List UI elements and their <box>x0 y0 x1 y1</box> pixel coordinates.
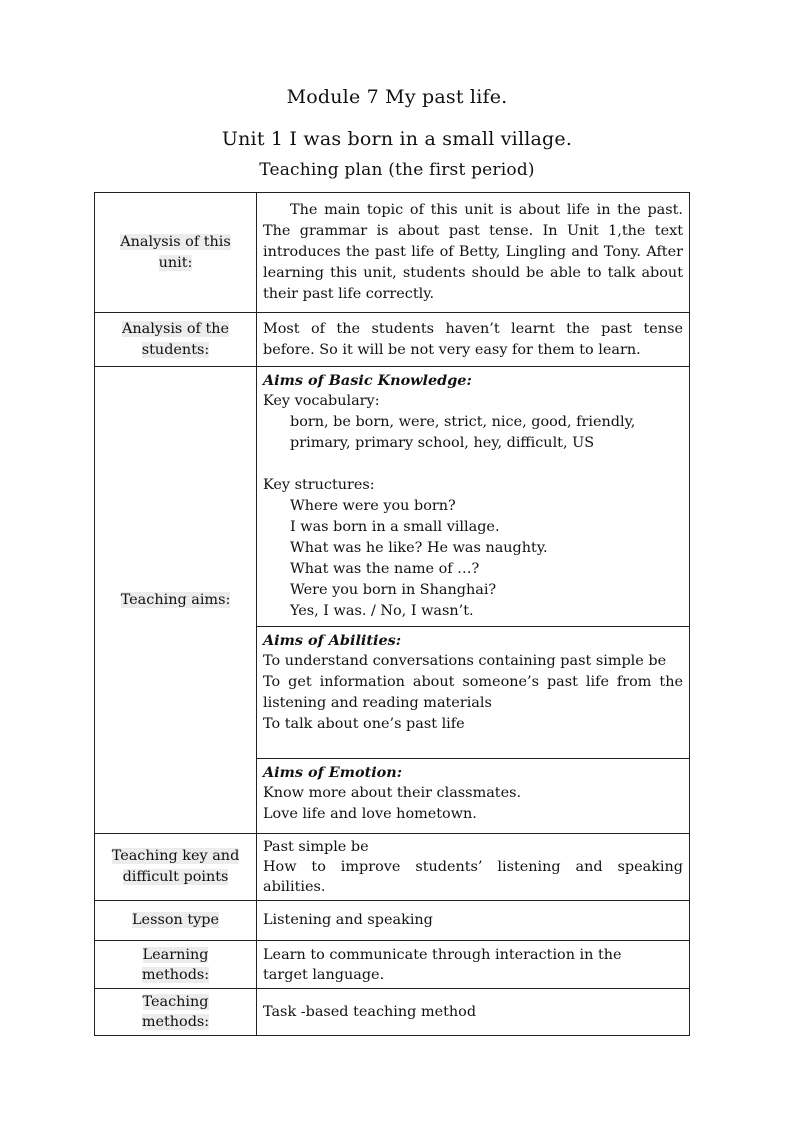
row-analysis-unit <box>95 193 690 313</box>
emotion-item: Love life and love hometown. <box>263 806 477 822</box>
ability-item: To talk about one’s past life <box>263 716 465 732</box>
label-teaching-aims: Teaching aims: <box>95 367 257 834</box>
row-lesson-type <box>95 901 690 941</box>
structure-line: What was he like? He was naughty. <box>290 540 548 556</box>
analysis-students-text: Most of the students haven’t learnt the past tense before. So it will be not very easy for them to learn. <box>257 313 690 367</box>
key-points-text: Past simple be How to improve students’ listening and speaking abilities. <box>257 834 690 901</box>
vocab-label: Key vocabulary: <box>263 393 380 409</box>
aims-abilities <box>257 627 690 759</box>
structures-label: Key structures: <box>263 477 375 493</box>
row-analysis-students <box>95 313 690 367</box>
teaching-methods-text: Task -based teaching method <box>257 989 690 1036</box>
lesson-type-text: Listening and speaking <box>257 901 690 941</box>
structure-line: What was the name of …? <box>290 561 480 577</box>
unit-title: Unit 1 I was born in a small village. <box>221 128 573 150</box>
aims-knowledge <box>257 367 690 627</box>
ability-item: To get information about someone’s past life from the listening and reading materials <box>263 674 683 711</box>
ability-item: To understand conversations containing past simple be <box>263 653 667 669</box>
plan-title: Teaching plan (the first period) <box>259 160 535 180</box>
structure-line: Yes, I was. / No, I wasn’t. <box>290 603 474 619</box>
analysis-unit-text: The main topic of this unit is about life in the past. The grammar is about past tense. In Unit 1,the text introduces the past life of Betty, Lingling and Tony. After learning this unit, students should be able to talk about their past life correctly. <box>257 193 690 313</box>
row-teaching-methods <box>95 989 690 1036</box>
structure-line: I was born in a small village. <box>290 519 500 535</box>
abilities-heading: Aims of Abilities: <box>263 632 402 649</box>
aims-emotion <box>257 759 690 834</box>
structure-line: Where were you born? <box>290 498 456 514</box>
row-learning-methods <box>95 941 690 989</box>
structure-line: Were you born in Shanghai? <box>290 582 497 598</box>
label-lesson-type: Lesson type <box>95 901 257 941</box>
emotion-item: Know more about their classmates. <box>263 785 522 801</box>
row-knowledge <box>95 367 690 627</box>
emotion-heading: Aims of Emotion: <box>263 764 403 781</box>
label-teaching-methods: Teaching methods: <box>95 989 257 1036</box>
vocab-line-2: primary, primary school, hey, difficult, US <box>290 435 595 451</box>
vocab-line-1: born, be born, were, strict, nice, good, friendly, <box>290 414 636 430</box>
label-analysis-students: Analysis of the students: <box>95 313 257 367</box>
knowledge-heading: Aims of Basic Knowledge: <box>263 372 472 389</box>
learning-methods-text: Learn to communicate through interaction in the target language. <box>257 941 690 989</box>
label-learning-methods: Learning methods: <box>95 941 257 989</box>
label-analysis-unit: Analysis of this unit: <box>95 193 257 313</box>
module-title: Module 7 My past life. <box>286 86 508 108</box>
row-key-points <box>95 834 690 901</box>
teaching-plan-table <box>94 192 690 1036</box>
label-key-points: Teaching key and difficult points <box>95 834 257 901</box>
